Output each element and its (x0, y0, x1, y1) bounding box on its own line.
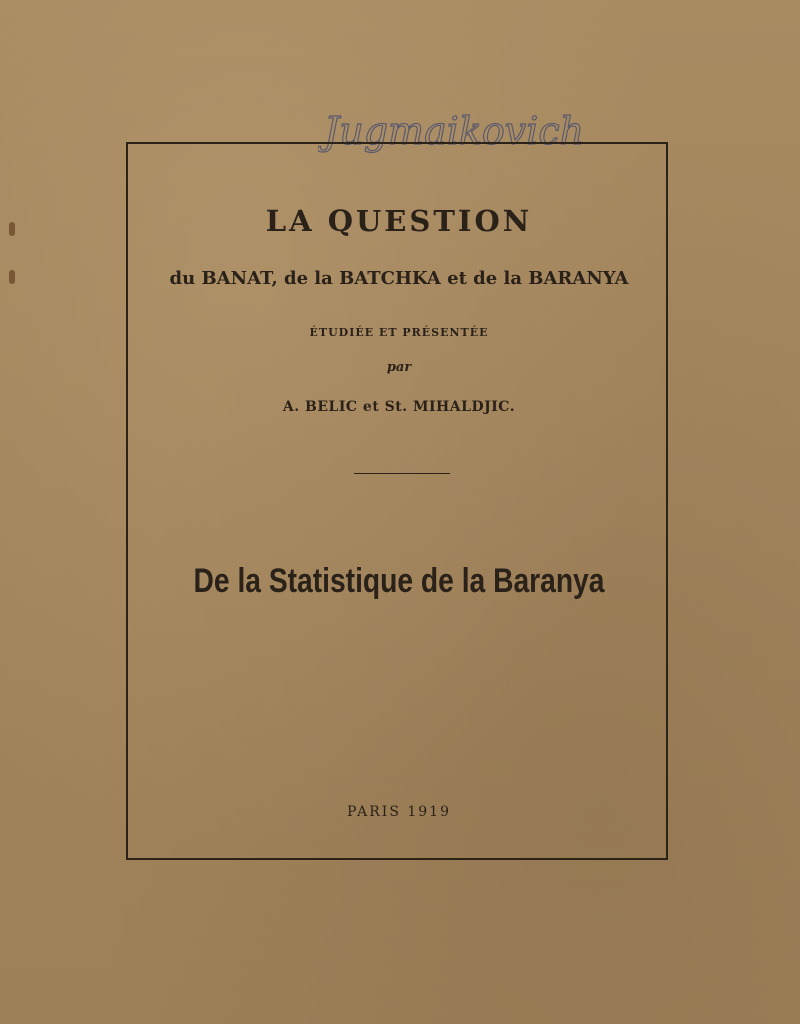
imprint: PARIS 1919 (347, 804, 451, 820)
authors: A. BELIC et St. MIHALDJIC. (282, 399, 516, 415)
cover-subtitle-line: du BANAT, de la BATCHKA et de la BARANYA (169, 268, 629, 289)
by-label: par (386, 360, 412, 375)
rust-staple-mark (9, 222, 15, 236)
cover-frame (126, 142, 668, 860)
cover-title: LA QUESTION (265, 204, 533, 238)
signature-text: Jugmaikovich (324, 109, 585, 153)
studied-presented-label: ÉTUDIÉE ET PRÉSENTÉE (309, 326, 489, 339)
rust-staple-mark (9, 270, 15, 284)
work-title: De la Statistique de la Baranya (193, 562, 605, 600)
divider-rule (354, 473, 450, 474)
